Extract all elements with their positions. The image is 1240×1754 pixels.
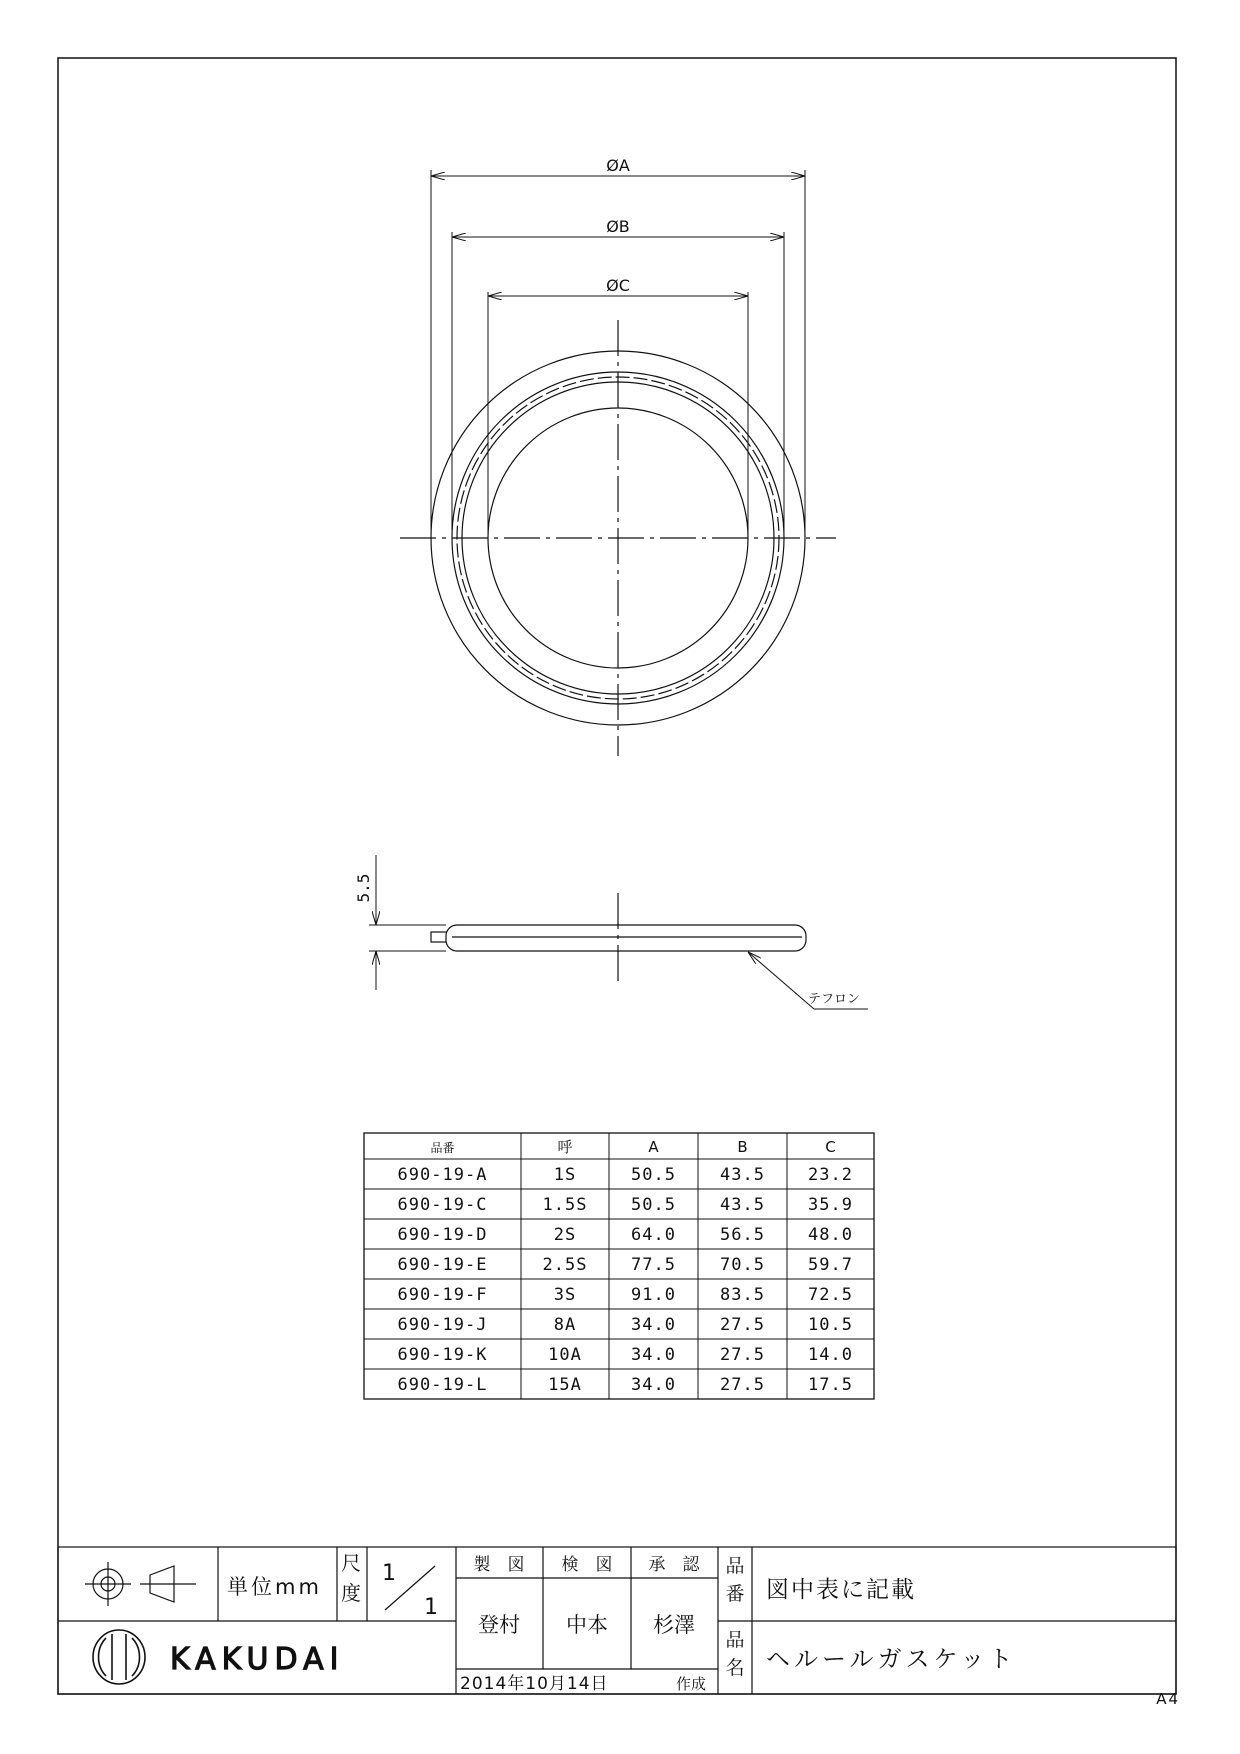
table-cell: 72.5	[808, 1285, 853, 1305]
table-cell: 43.5	[720, 1165, 765, 1185]
table-cell: 17.5	[808, 1375, 853, 1395]
created-label: 作成	[676, 1675, 707, 1693]
scale-label-2: 度	[341, 1581, 361, 1605]
table-cell: 34.0	[631, 1375, 676, 1395]
table-cell-part-no: 690-19-F	[397, 1285, 488, 1305]
table-cell: 64.0	[631, 1225, 676, 1245]
scale-denominator: 1	[424, 1595, 438, 1620]
table-cell-part-no: 690-19-D	[397, 1225, 488, 1245]
table-cell: 3S	[553, 1285, 577, 1305]
table-header: 呼	[557, 1138, 573, 1156]
material-callout: テフロン	[808, 992, 861, 1007]
part-no-value: 図中表に記載	[766, 1577, 916, 1603]
table-header: A	[648, 1138, 659, 1156]
table-cell: 8A	[553, 1315, 577, 1335]
table-cell: 91.0	[631, 1285, 676, 1305]
table-cell: 59.7	[808, 1255, 853, 1275]
company-name: KAKUDAI	[170, 1642, 345, 1677]
table-header: C	[825, 1138, 836, 1156]
table-cell: 14.0	[808, 1345, 853, 1365]
table-cell-part-no: 690-19-J	[397, 1315, 488, 1335]
scale-numerator: 1	[382, 1561, 396, 1586]
table-cell: 83.5	[720, 1285, 765, 1305]
dim-label-b: ØB	[606, 217, 630, 236]
table-cell: 48.0	[808, 1225, 853, 1245]
table-cell: 50.5	[631, 1195, 676, 1215]
table-cell: 10.5	[808, 1315, 853, 1335]
table-cell-part-no: 690-19-L	[397, 1375, 488, 1395]
unit-label: 単位mm	[227, 1575, 322, 1599]
table-cell: 10A	[548, 1345, 582, 1365]
checked-by: 中本	[566, 1613, 608, 1637]
table-header: B	[737, 1138, 748, 1156]
part-name-value: ヘルールガスケット	[766, 1645, 1017, 1673]
drawn-label: 製 図	[473, 1555, 525, 1575]
table-cell: 15A	[548, 1375, 582, 1395]
table-cell: 43.5	[720, 1195, 765, 1215]
dim-label-a: ØA	[606, 156, 630, 175]
creation-date: 2014年10月14日	[460, 1674, 609, 1694]
projection-symbol-icon	[85, 1562, 196, 1606]
part-no-label-1: 品	[725, 1555, 745, 1577]
thickness-dimension	[369, 855, 446, 990]
side-view	[431, 893, 806, 985]
table-cell-part-no: 690-19-A	[397, 1165, 488, 1185]
table-cell: 2.5S	[542, 1255, 588, 1275]
table-cell: 35.9	[808, 1195, 853, 1215]
approved-label: 承 認	[648, 1555, 700, 1575]
scale-label-1: 尺	[341, 1551, 361, 1575]
table-cell: 1.5S	[542, 1195, 588, 1215]
table-header: 品番	[430, 1141, 455, 1155]
table-cell: 27.5	[720, 1375, 765, 1395]
sheet-border	[58, 58, 1176, 1694]
table-cell: 34.0	[631, 1315, 676, 1335]
part-name-label-1: 品	[725, 1629, 745, 1651]
table-cell-part-no: 690-19-K	[397, 1345, 488, 1365]
table-cell: 27.5	[720, 1345, 765, 1365]
table-cell: 77.5	[631, 1255, 676, 1275]
checked-label: 検 図	[561, 1555, 613, 1575]
paper-size-label: A4	[1156, 1690, 1180, 1708]
drawn-by: 登村	[478, 1613, 520, 1637]
approved-by: 杉澤	[653, 1613, 695, 1637]
table-cell: 50.5	[631, 1165, 676, 1185]
plan-view	[400, 320, 836, 756]
raised-bead	[446, 925, 806, 951]
thickness-label: 5.5	[354, 873, 373, 903]
table-cell: 1S	[553, 1165, 577, 1185]
table-cell: 70.5	[720, 1255, 765, 1275]
part-no-label-2: 番	[725, 1583, 745, 1605]
table-cell: 56.5	[720, 1225, 765, 1245]
table-cell-part-no: 690-19-E	[397, 1255, 488, 1275]
table-cell: 27.5	[720, 1315, 765, 1335]
part-name-label-2: 名	[725, 1657, 745, 1679]
table-cell: 23.2	[808, 1165, 853, 1185]
kakudai-logo-icon	[93, 1630, 145, 1684]
spec-table	[364, 1133, 874, 1399]
dim-label-c: ØC	[606, 276, 630, 295]
table-cell: 34.0	[631, 1345, 676, 1365]
table-cell-part-no: 690-19-C	[397, 1195, 488, 1215]
table-cell: 2S	[553, 1225, 577, 1245]
